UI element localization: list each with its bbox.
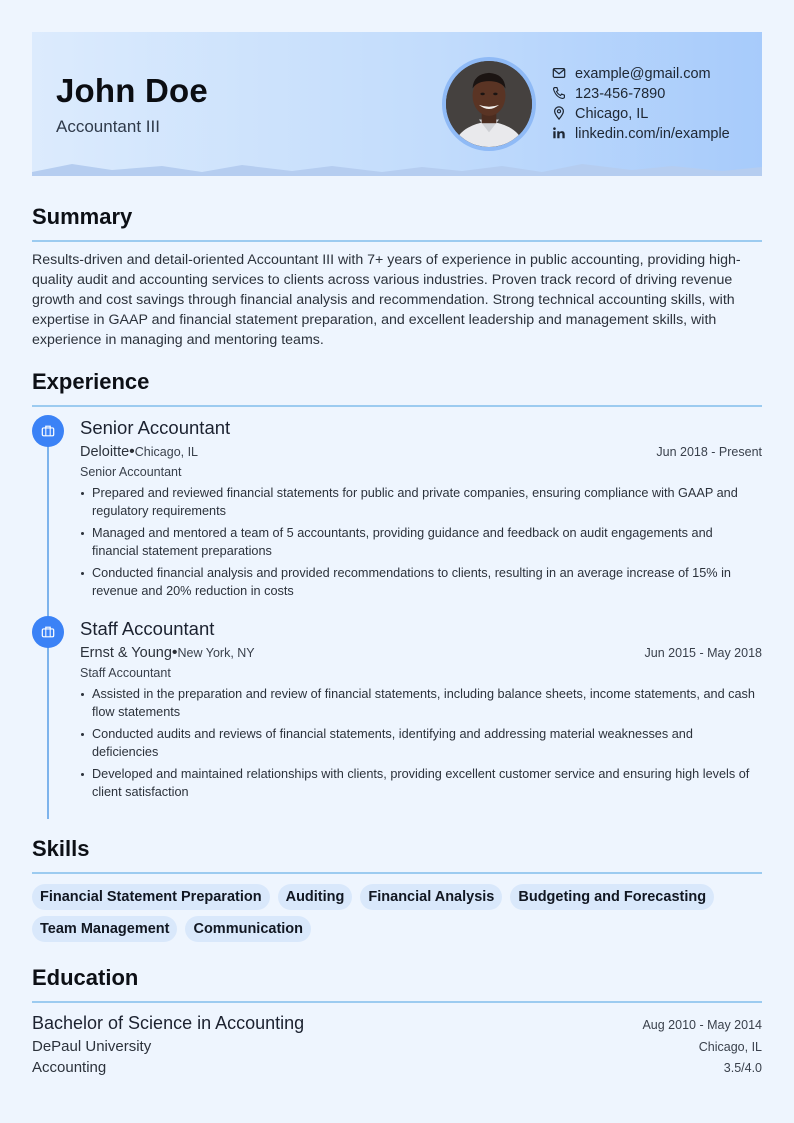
summary-heading: Summary [32, 204, 762, 242]
education-location: Chicago, IL [698, 1040, 762, 1054]
job-location: Chicago, IL [134, 445, 199, 459]
experience-heading: Experience [32, 369, 762, 407]
education-school: DePaul University [32, 1038, 152, 1055]
skill-chip: Financial Analysis [360, 884, 502, 910]
job-role: Staff Accountant [80, 666, 171, 680]
job-role: Senior Accountant [80, 465, 182, 479]
education-dates: Aug 2010 - May 2014 [642, 1018, 762, 1032]
skills-list [32, 884, 762, 948]
job-company: Ernst & Young [80, 645, 172, 661]
summary-section [32, 204, 762, 350]
contact-location-text: Chicago, IL [575, 106, 649, 122]
skill-chip: Communication [185, 916, 311, 942]
job-location: New York, NY [177, 646, 255, 660]
contact-email-text: example@gmail.com [575, 66, 711, 82]
job-company: Deloitte [80, 444, 130, 460]
job-bullet: Conducted audits and reviews of financial statements, identifying and addressing material weaknesses and deficiencies [80, 725, 762, 761]
education-field-row [32, 1059, 762, 1076]
profile-photo-image [446, 61, 532, 147]
contact-linkedin[interactable] [552, 124, 730, 144]
skill-chip: Team Management [32, 916, 177, 942]
candidate-name: John Doe [56, 72, 208, 109]
job-title: Staff Accountant [80, 618, 215, 639]
profile-photo [442, 57, 536, 151]
summary-text: Results-driven and detail-oriented Accountant III with 7+ years of experience in public accounting, providing high-quality audit and accounting services to clients across various industries. Proven track record of driving revenue growth and cost savings through financial analysis and recommendation. Strong technical accounting skills, with expertise in GAAP and financial statement preparation, and excellent leadership and management skills, with experience in managing and mentoring teams. [32, 252, 741, 348]
mail-icon [552, 66, 568, 82]
contact-phone-text: 123-456-7890 [575, 86, 666, 102]
skill-chip: Financial Statement Preparation [32, 884, 270, 910]
job-bullets [80, 685, 762, 801]
job-bullet: Conducted financial analysis and provided recommendations to clients, resulting in an average increase of 15% in revenue and 20% reduction in costs [80, 564, 762, 600]
location-pin-icon [552, 106, 568, 122]
resume-header [32, 32, 762, 176]
education-heading: Education [32, 965, 762, 1003]
experience-section [32, 369, 762, 805]
job-bullet: Managed and mentored a team of 5 accountants, providing guidance and feedback on audit engagements and financial statement preparations [80, 524, 762, 560]
job-dates: Jun 2015 - May 2018 [644, 646, 762, 660]
job-bullet: Developed and maintained relationships with clients, providing excellent customer service and ensuring high levels of client satisfaction [80, 765, 762, 801]
briefcase-icon [32, 616, 64, 648]
job-meta [80, 443, 762, 461]
contact-linkedin-text: linkedin.com/in/example [575, 126, 730, 142]
job-meta [80, 644, 762, 662]
contact-phone[interactable] [552, 84, 730, 104]
phone-icon [552, 86, 568, 102]
contact-list [552, 64, 730, 144]
skill-chip: Auditing [278, 884, 353, 910]
job-dates: Jun 2018 - Present [656, 445, 762, 459]
skill-chip: Budgeting and Forecasting [510, 884, 714, 910]
header-wave-decoration [32, 160, 762, 176]
skills-section [32, 836, 762, 948]
separator-dot: • [129, 443, 135, 460]
education-degree: Bachelor of Science in Accounting [32, 1013, 305, 1033]
education-gpa: 3.5/4.0 [723, 1061, 762, 1075]
separator-dot: • [171, 644, 178, 661]
education-degree-row [32, 1013, 762, 1034]
job-bullets [80, 484, 762, 600]
linkedin-icon [552, 126, 568, 142]
education-field: Accounting [32, 1059, 107, 1076]
job-entry [32, 616, 762, 801]
briefcase-icon [32, 415, 64, 447]
job-bullet: Prepared and reviewed financial statements for public and private companies, ensuring compliance with GAAP and regulatory requirements [80, 484, 762, 520]
resume-page [32, 32, 762, 1076]
skills-heading: Skills [32, 836, 762, 874]
job-title: Senior Accountant [80, 417, 231, 438]
contact-email[interactable] [552, 64, 730, 84]
education-school-row [32, 1038, 762, 1055]
contact-location [552, 104, 730, 124]
job-bullet: Assisted in the preparation and review of financial statements, including balance sheets, income statements, and cash flow statements [80, 685, 762, 721]
candidate-title: Accountant III [56, 117, 160, 136]
job-entry [32, 415, 762, 600]
education-section [32, 965, 762, 1076]
